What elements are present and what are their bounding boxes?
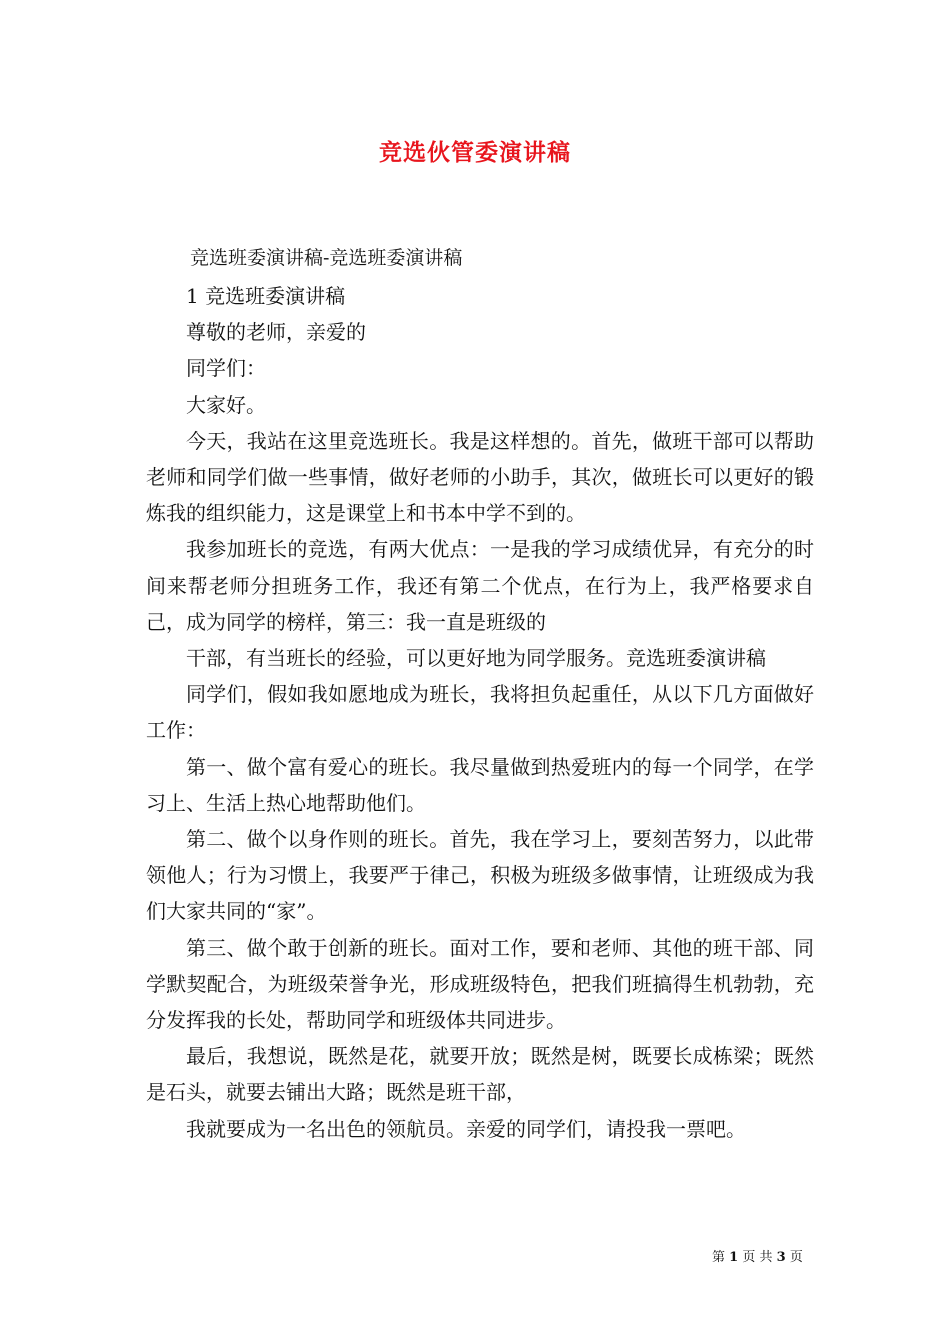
paragraph: 第一、做个富有爱心的班长。我尽量做到热爱班内的每一个同学，在学习上、生活上热心地帮助他们。 [146, 754, 814, 815]
paragraph-salutation-cont: 同学们： [186, 356, 266, 381]
paragraph-greeting: 大家好。 [186, 392, 266, 417]
paragraph: 干部，有当班长的经验，可以更好地为同学服务。竞选班委演讲稿 [186, 646, 766, 671]
paragraph: 第二、做个以身作则的班长。首先，我在学习上，要刻苦努力，以此带领他人；行为习惯上，我要严于律己，积极为班级多做事情，让班级成为我们大家共同的“家”。 [146, 827, 814, 924]
total-page-count: 3 [776, 1250, 786, 1265]
paragraph: 最后，我想说，既然是花，就要开放；既然是树，既要长成栋梁；既然是石头，就要去铺出大路；既然是班干部， [146, 1044, 814, 1105]
footer-prefix: 第 [712, 1250, 726, 1265]
current-page-number: 1 [729, 1250, 739, 1265]
paragraph-salutation: 尊敬的老师，亲爱的 [186, 320, 366, 345]
page-title: 竞选伙管委演讲稿 [379, 139, 571, 166]
document-subtitle: 竞选班委演讲稿-竞选班委演讲稿 [190, 247, 463, 269]
paragraph: 第三、做个敢于创新的班长。面对工作，要和老师、其他的班干部、同学默契配合，为班级荣誉争光，形成班级特色，把我们班搞得生机勃勃，充分发挥我的长处，帮助同学和班级体共同进步。 [146, 935, 814, 1033]
paragraph-heading: 1 竞选班委演讲稿 [186, 284, 346, 308]
paragraph: 今天，我站在这里竞选班长。我是这样想的。首先，做班干部可以帮助老师和同学们做一些事情，做好老师的小助手，其次，做班长可以更好的锻炼我的组织能力，这是课堂上和书本中学不到的。 [146, 428, 814, 526]
paragraph: 我就要成为一名出色的领航员。亲爱的同学们，请投我一票吧。 [186, 1116, 746, 1141]
footer-suffix: 页 [789, 1250, 803, 1265]
paragraph: 同学们，假如我如愿地成为班长，我将担负起重任，从以下几方面做好工作： [146, 682, 814, 743]
paragraph: 我参加班长的竞选，有两大优点：一是我的学习成绩优异，有充分的时间来帮老师分担班务工作，我还有第二个优点，在行为上，我严格要求自己，成为同学的榜样，第三：我一直是班级的 [146, 537, 814, 634]
footer-middle: 页 共 [742, 1250, 773, 1265]
document-body [146, 278, 814, 1147]
page-footer [712, 1246, 803, 1265]
